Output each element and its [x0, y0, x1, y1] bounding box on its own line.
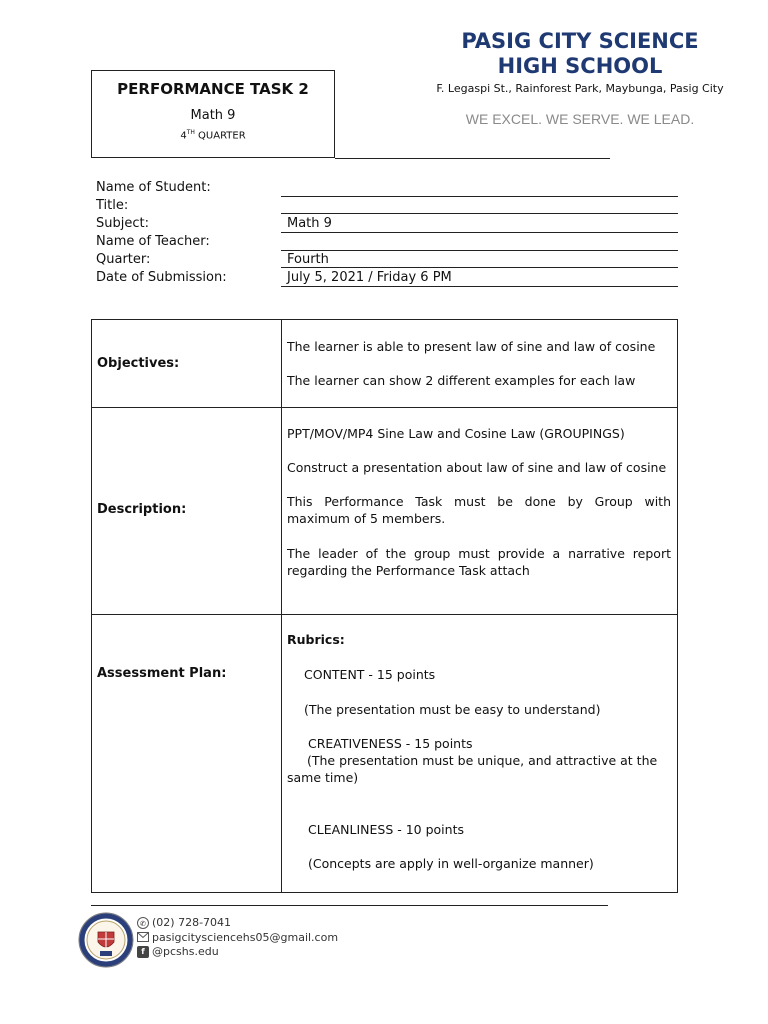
date-value: July 5, 2021 / Friday 6 PM [287, 270, 452, 285]
task-details-table [91, 319, 678, 893]
header-rule [335, 158, 610, 159]
rubric-cleanliness-points: - 10 points [393, 822, 464, 837]
subject-value: Math 9 [287, 216, 332, 231]
school-motto: WE EXCEL. WE SERVE. WE LEAD. [465, 111, 695, 127]
rubric-content-points: - 15 points [364, 667, 436, 682]
subject-label: Subject: [96, 216, 149, 231]
row-separator-2 [92, 614, 677, 615]
title-label: Title: [96, 198, 129, 213]
rubric-creativeness-note: (The presentation must be unique, and attractive at the same time) [287, 753, 658, 785]
teacher-line [281, 250, 678, 251]
objective-2: The learner can show 2 different examples for each law [287, 373, 636, 388]
school-name-line2: HIGH SCHOOL [497, 54, 663, 78]
school-name-line1: PASIG CITY SCIENCE [461, 29, 699, 53]
title-line [281, 213, 678, 214]
task-title: PERFORMANCE TASK 2 [117, 80, 309, 98]
task-box [91, 70, 335, 158]
phone-number: (02) 728-7041 [152, 916, 232, 929]
description-line-1: PPT/MOV/MP4 Sine Law and Cosine Law (GROUPINGS) [287, 426, 625, 441]
school-seal-logo [78, 912, 134, 968]
date-line [281, 286, 678, 287]
row-separator-1 [92, 407, 677, 408]
description-line-3: This Performance Task must be done by Group with maximum of 5 members. [287, 494, 671, 526]
name-of-student-label: Name of Student: [96, 180, 211, 195]
rubrics-title: Rubrics: [287, 632, 345, 647]
objectives-label: Objectives: [97, 356, 180, 371]
task-subject: Math 9 [190, 108, 236, 123]
subject-line [281, 232, 678, 233]
footer-rule [91, 905, 608, 906]
date-label: Date of Submission: [96, 270, 227, 285]
rubric-cleanliness [308, 821, 692, 838]
rubric-creativeness [308, 735, 692, 752]
rubric-content-note: (The presentation must be easy to understand) [304, 702, 601, 717]
column-separator [281, 320, 282, 892]
rubric-content-name: CONTENT [304, 667, 365, 682]
quarter-word: QUARTER [194, 130, 246, 142]
contact-facebook [137, 945, 219, 958]
rubric-cleanliness-note: (Concepts are apply in well-organize manner) [308, 856, 594, 871]
phone-icon: ✆ [137, 917, 149, 929]
quarter-number: 4 [180, 130, 187, 142]
rubric-content [304, 666, 688, 683]
email-address: pasigcitysciencehs05@gmail.com [152, 931, 339, 944]
description-line-4: The leader of the group must provide a narrative report regarding the Performance Task attach [287, 546, 671, 578]
description-label: Description: [97, 502, 187, 517]
school-address: F. Legaspi St., Rainforest Park, Maybunga, Pasig City [436, 82, 724, 95]
contact-phone [137, 916, 231, 929]
quarter-superscript: TH [186, 129, 195, 136]
contact-email [137, 931, 338, 944]
quarter-line [281, 267, 678, 268]
quarter-label: Quarter: [96, 252, 151, 267]
teacher-label: Name of Teacher: [96, 234, 210, 249]
rubric-creativeness-name: CREATIVENESS [308, 736, 402, 751]
facebook-handle: @pcshs.edu [152, 945, 219, 958]
assessment-plan-label: Assessment Plan: [97, 666, 227, 681]
objective-1: The learner is able to present law of sine and law of cosine [287, 339, 656, 354]
mail-icon [137, 932, 149, 944]
rubric-creativeness-points: - 15 points [401, 736, 473, 751]
facebook-icon: f [137, 946, 149, 958]
rubric-cleanliness-name: CLEANLINESS [308, 822, 394, 837]
name-of-student-line [281, 196, 678, 197]
task-quarter [92, 129, 334, 141]
description-line-2: Construct a presentation about law of sine and law of cosine [287, 460, 667, 475]
quarter-value: Fourth [287, 252, 329, 267]
school-name [430, 29, 730, 79]
